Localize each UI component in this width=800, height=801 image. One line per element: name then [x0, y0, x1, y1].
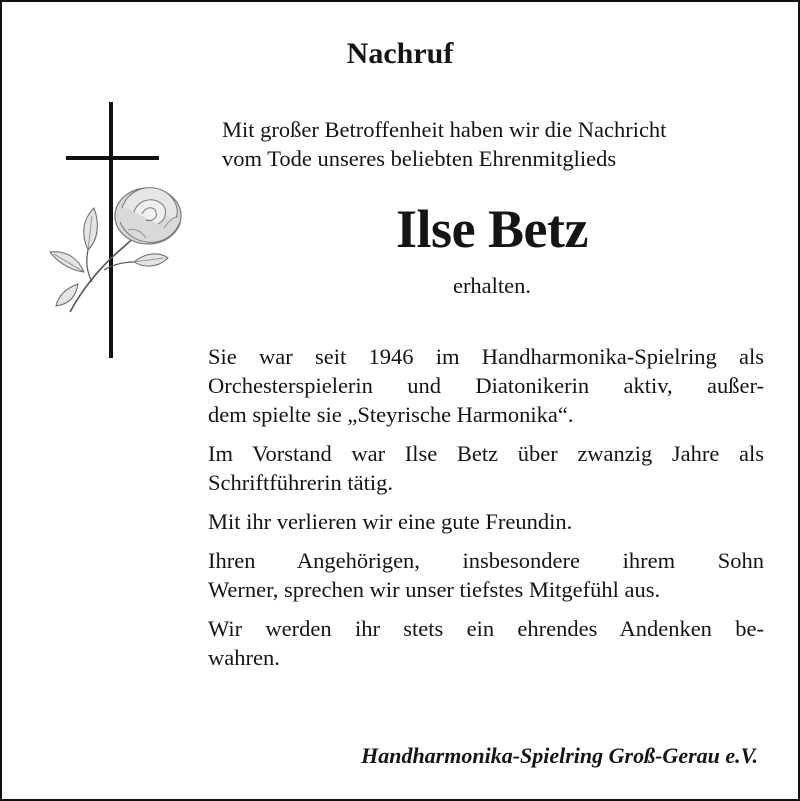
intro-line: vom Tode unseres beliebten Ehrenmitglieds [222, 146, 617, 171]
text-line: Sie war seit 1946 im Handharmonika-Spielring als [208, 344, 764, 369]
paragraph-remembrance [208, 614, 764, 672]
emblem [42, 100, 192, 362]
text-line: dem spielte sie „Steyrische Harmonika“. [208, 402, 574, 427]
paragraph-condolence [208, 546, 764, 604]
deceased-name: Ilse Betz [396, 199, 588, 259]
text-line: Werner, sprechen wir unser tiefstes Mitgefühl aus. [208, 577, 661, 602]
text-line: Wir werden ihr stets ein ehrendes Andenken be- [208, 616, 764, 641]
paragraph-membership [208, 342, 764, 429]
notice-title: Nachruf [346, 37, 454, 70]
text-line: wahren. [208, 645, 280, 670]
text-line: Mit ihr verlieren wir eine gute Freundin. [208, 509, 573, 534]
paragraph-board [208, 439, 764, 497]
intro-text [222, 115, 782, 173]
text-line: Schriftführerin tätig. [208, 470, 393, 495]
text-line: Orchesterspielerin und Diatonikerin aktiv, außer- [208, 373, 764, 398]
paragraph-friend [208, 507, 764, 536]
signature: Handharmonika-Spielring Groß-Gerau e.V. [361, 743, 758, 768]
text-line: Ihren Angehörigen, insbesondere ihrem Sohn [208, 548, 764, 573]
text-line: Im Vorstand war Ilse Betz über zwanzig Jahre als [208, 441, 764, 466]
notice-body [208, 342, 764, 682]
intro-line: Mit großer Betroffenheit haben wir die Nachricht [222, 117, 667, 142]
rose-icon [50, 188, 181, 312]
received-text: erhalten. [452, 273, 532, 298]
